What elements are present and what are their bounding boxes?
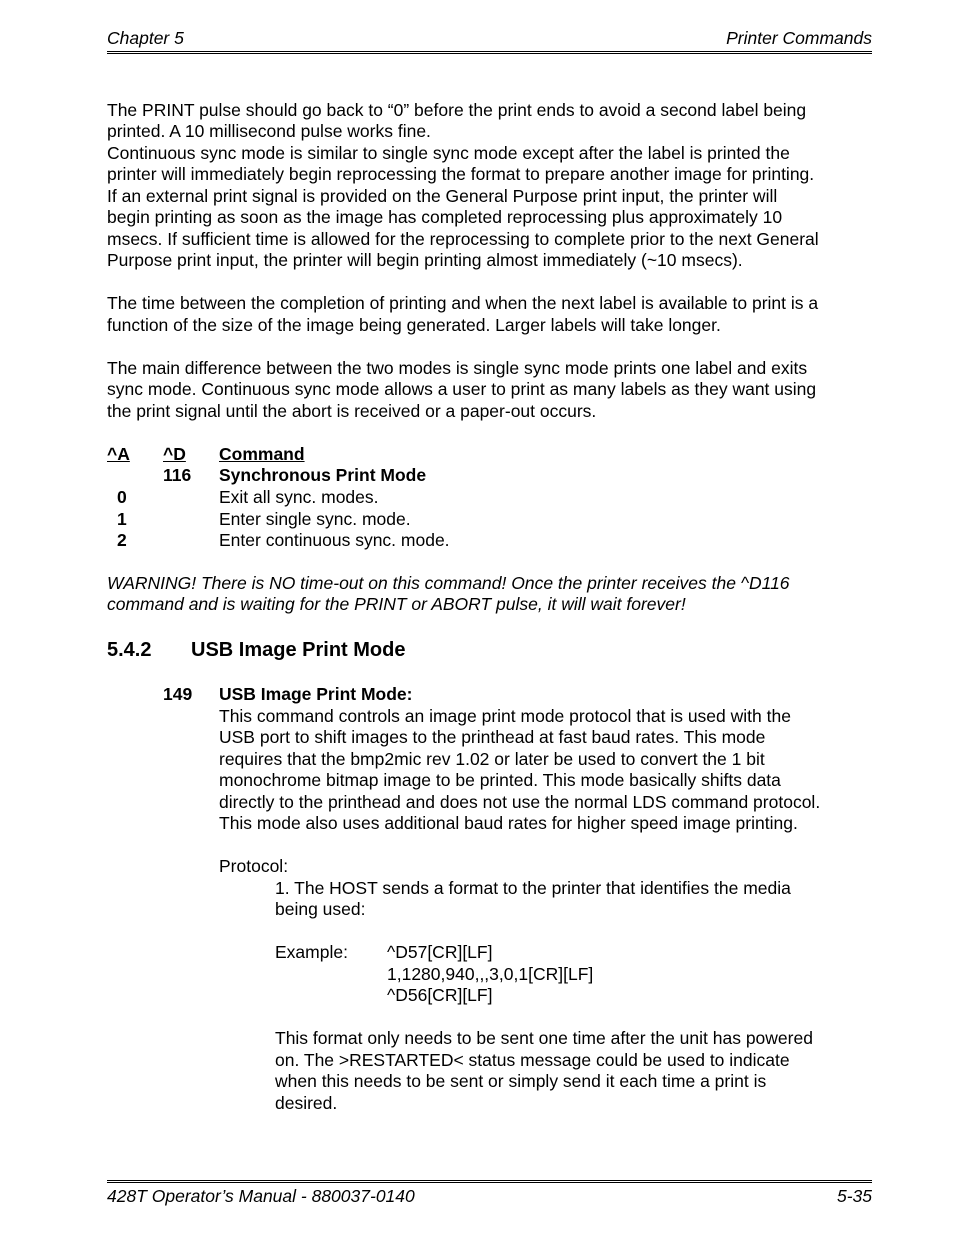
body-line: Purpose print input, the printer will begin printing almost immediately (~10 msecs). <box>107 250 743 270</box>
body-line: the print signal until the abort is received or a paper-out occurs. <box>107 401 597 421</box>
command-code: 116 <box>163 465 192 485</box>
page-header <box>107 28 872 52</box>
usb-command-title: USB Image Print Mode: <box>219 684 413 704</box>
param-desc: Exit all sync. modes. <box>219 487 379 507</box>
section-number: 5.4.2 <box>107 639 152 661</box>
warning-line: WARNING! There is NO time-out on this command! Once the printer receives the ^D116 <box>107 573 790 593</box>
manual-title: 428T Operator’s Manual - 880037-0140 <box>107 1186 415 1206</box>
body-line: If an external print signal is provided on the General Purpose print input, the printer will <box>107 186 778 206</box>
example-line: 1,1280,940,,,3,0,1[CR][LF] <box>387 964 594 984</box>
param-value: 2 <box>117 530 127 550</box>
param-desc: Enter continuous sync. mode. <box>219 530 450 550</box>
body-line: function of the size of the image being generated. Larger labels will take longer. <box>107 315 721 335</box>
example-line: ^D56[CR][LF] <box>387 985 493 1005</box>
body-line: Continuous sync mode is similar to single sync mode except after the label is printed the <box>107 143 790 163</box>
command-title: Synchronous Print Mode <box>219 465 427 485</box>
usb-desc-line: USB port to shift images to the printhead at fast baud rates. This mode <box>219 727 766 747</box>
body-line: sync mode. Continuous sync mode allows a user to print as many labels as they want using <box>107 379 817 399</box>
col-header-d: ^D <box>163 444 186 464</box>
body-line: The PRINT pulse should go back to “0” before the print ends to avoid a second label being <box>107 100 807 120</box>
body-line: msecs. If sufficient time is allowed for the reprocessing to complete prior to the next General <box>107 229 819 249</box>
section-label: Printer Commands <box>726 28 872 48</box>
protocol-label: Protocol: <box>219 856 289 876</box>
note-line: desired. <box>275 1093 338 1113</box>
body-line: printer will immediately begin reprocessing the format to prepare another image for printing. <box>107 164 815 184</box>
warning-line: command and is waiting for the PRINT or ABORT pulse, it will wait forever! <box>107 594 686 614</box>
page-number: 5-35 <box>836 1186 872 1206</box>
section-title: USB Image Print Mode <box>191 639 406 661</box>
header-rule <box>107 51 872 54</box>
example-label: Example: <box>275 942 348 962</box>
param-value: 1 <box>117 509 127 529</box>
col-header-command: Command <box>219 444 305 464</box>
param-desc: Enter single sync. mode. <box>219 509 411 529</box>
body-line: The time between the completion of printing and when the next label is available to print is a <box>107 293 819 313</box>
step-line: 1. The HOST sends a format to the printer that identifies the media <box>275 878 791 898</box>
note-line: on. The >RESTARTED< status message could be used to indicate <box>275 1050 790 1070</box>
col-header-a: ^A <box>107 444 130 464</box>
chapter-label: Chapter 5 <box>107 28 184 48</box>
step-line: being used: <box>275 899 366 919</box>
usb-desc-line: directly to the printhead and does not use the normal LDS command protocol. <box>219 792 821 812</box>
usb-desc-line: This command controls an image print mode protocol that is used with the <box>219 706 791 726</box>
usb-desc-line: requires that the bmp2mic rev 1.02 or later be used to convert the 1 bit <box>219 749 765 769</box>
usb-command-code: 149 <box>163 684 193 704</box>
note-line: This format only needs to be sent one time after the unit has powered <box>275 1028 813 1048</box>
usb-desc-line: This mode also uses additional baud rates for higher speed image printing. <box>219 813 798 833</box>
body-line: The main difference between the two modes is single sync mode prints one label and exits <box>107 358 808 378</box>
body-line: begin printing as soon as the image has completed reprocessing plus approximately 10 <box>107 207 783 227</box>
example-line: ^D57[CR][LF] <box>387 942 493 962</box>
usb-desc-line: monochrome bitmap image to be printed. This mode basically shifts data <box>219 770 781 790</box>
body-line: printed. A 10 millisecond pulse works fine. <box>107 121 431 141</box>
note-line: when this needs to be sent or simply send it each time a print is <box>275 1071 767 1091</box>
param-value: 0 <box>117 487 127 507</box>
footer-rule <box>107 1180 872 1183</box>
